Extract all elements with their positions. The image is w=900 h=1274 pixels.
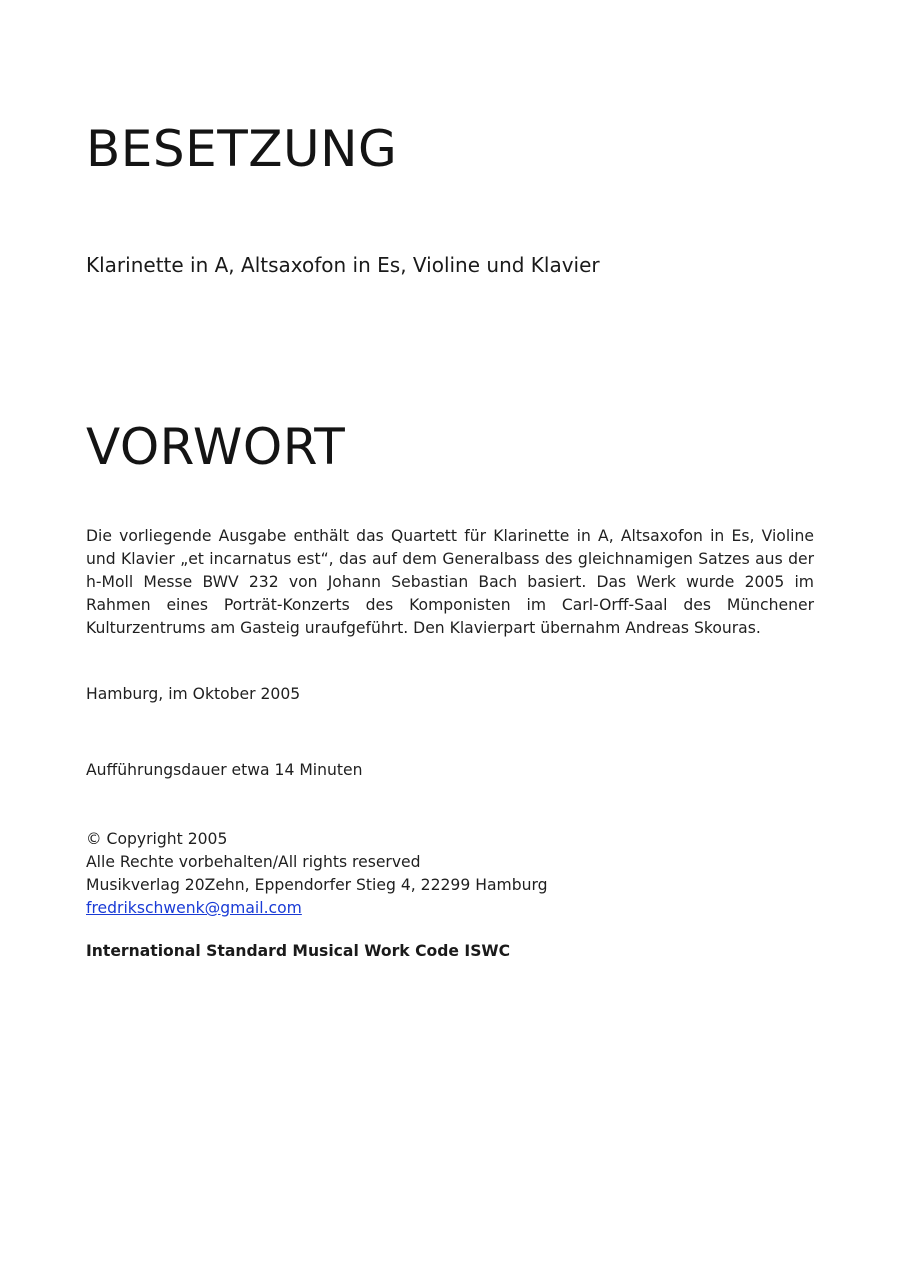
copyright-line: © Copyright 2005 xyxy=(86,830,228,848)
copyright-block xyxy=(86,828,548,920)
rights-reserved-line: Alle Rechte vorbehalten/All rights reserved xyxy=(86,853,421,871)
publisher-address-line: Musikverlag 20Zehn, Eppendorfer Stieg 4, 22299 Hamburg xyxy=(86,876,548,894)
besetzung-heading: BESETZUNG xyxy=(86,120,398,178)
duration-text: Aufführungsdauer etwa 14 Minuten xyxy=(86,761,363,779)
iswc-text: International Standard Musical Work Code ISWC xyxy=(86,942,511,960)
place-date-text: Hamburg, im Oktober 2005 xyxy=(86,685,301,703)
email-link[interactable]: fredrikschwenk@gmail.com xyxy=(86,899,302,917)
vorwort-heading: VORWORT xyxy=(86,418,346,476)
preface-paragraph: Die vorliegende Ausgabe enthält das Quartett für Klarinette in A, Altsaxofon in Es, Violine und Klavier „et incarnatus est“, das auf dem Generalbass des gleichnamigen Satzes aus der h-Moll Messe BWV 232 von Johann Sebastian Bach basiert. Das Werk wurde 2005 im Rahmen eines Porträt-Konzerts des Komponisten im Carl-Orff-Saal des Münchener Kulturzentrums am Gasteig uraufgeführt. Den Klavierpart übernahm Andreas Skouras. xyxy=(86,527,814,637)
instrumentation-text: Klarinette in A, Altsaxofon in Es, Violine und Klavier xyxy=(86,253,600,277)
